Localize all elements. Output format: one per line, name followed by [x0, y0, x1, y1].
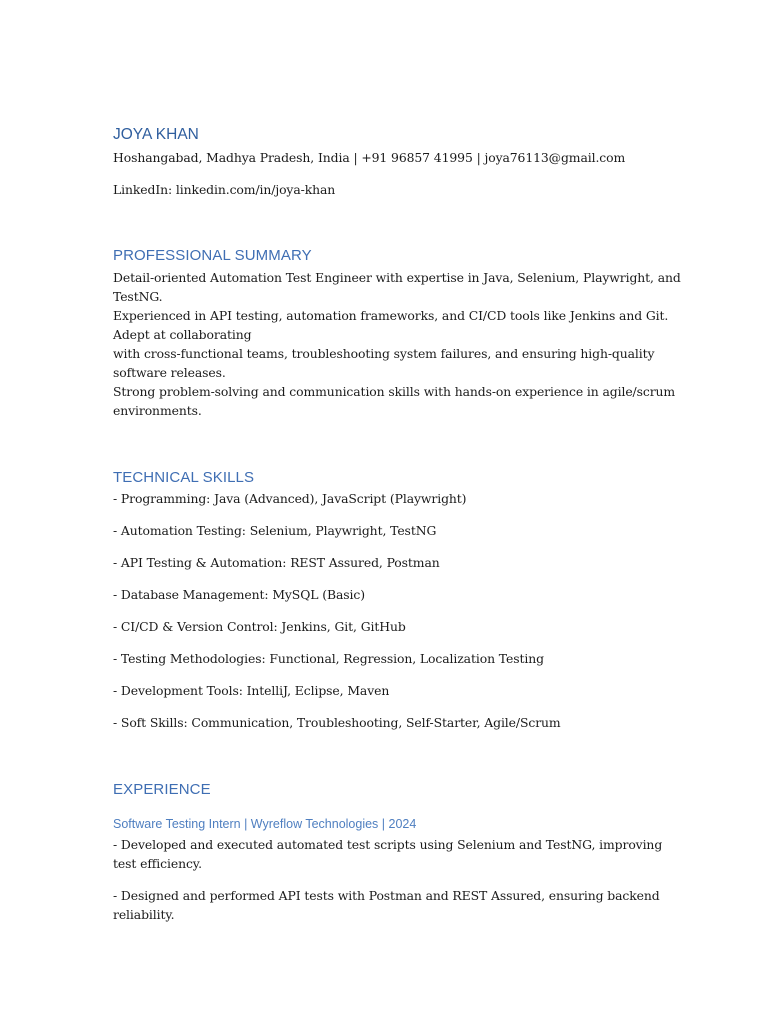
- skills-heading: TECHNICAL SKILLS: [113, 469, 255, 486]
- summary-line: environments.: [113, 403, 202, 418]
- job-bullet-continuation: reliability.: [113, 907, 175, 922]
- summary-heading: PROFESSIONAL SUMMARY: [113, 247, 312, 264]
- summary-line: with cross-functional teams, troubleshooting system failures, and ensuring high-quality: [113, 346, 655, 361]
- job-bullet-continuation: test efficiency.: [113, 856, 202, 871]
- candidate-name: JOYA KHAN: [113, 126, 199, 143]
- job-bullet: - Designed and performed API tests with Postman and REST Assured, ensuring backend: [113, 888, 660, 903]
- job-bullet: - Developed and executed automated test scripts using Selenium and TestNG, improving: [113, 837, 663, 852]
- skill-item: - CI/CD & Version Control: Jenkins, Git, GitHub: [113, 619, 406, 634]
- linkedin-line: LinkedIn: linkedin.com/in/joya-khan: [113, 182, 336, 197]
- skill-item: - Testing Methodologies: Functional, Regression, Localization Testing: [113, 651, 544, 666]
- summary-line: software releases.: [113, 365, 226, 380]
- summary-line: Strong problem-solving and communication skills with hands-on experience in agile/scrum: [113, 384, 676, 399]
- summary-line: TestNG.: [113, 289, 163, 304]
- experience-heading: EXPERIENCE: [113, 781, 211, 798]
- skill-item: - Development Tools: IntelliJ, Eclipse, Maven: [113, 683, 390, 698]
- skill-item: - Automation Testing: Selenium, Playwright, TestNG: [113, 523, 437, 538]
- job-title-line: Software Testing Intern | Wyreflow Technologies | 2024: [113, 817, 417, 831]
- skill-item: - API Testing & Automation: REST Assured, Postman: [113, 555, 440, 570]
- skill-item: - Programming: Java (Advanced), JavaScript (Playwright): [113, 491, 467, 506]
- skill-item: - Soft Skills: Communication, Troubleshooting, Self-Starter, Agile/Scrum: [113, 715, 561, 730]
- contact-line: Hoshangabad, Madhya Pradesh, India | +91 96857 41995 | joya76113@gmail.com: [113, 150, 626, 165]
- summary-line: Experienced in API testing, automation frameworks, and CI/CD tools like Jenkins and Git.: [113, 308, 669, 323]
- summary-line: Adept at collaborating: [113, 327, 252, 342]
- skill-item: - Database Management: MySQL (Basic): [113, 587, 365, 602]
- summary-line: Detail-oriented Automation Test Engineer with expertise in Java, Selenium, Playwright, and: [113, 270, 681, 285]
